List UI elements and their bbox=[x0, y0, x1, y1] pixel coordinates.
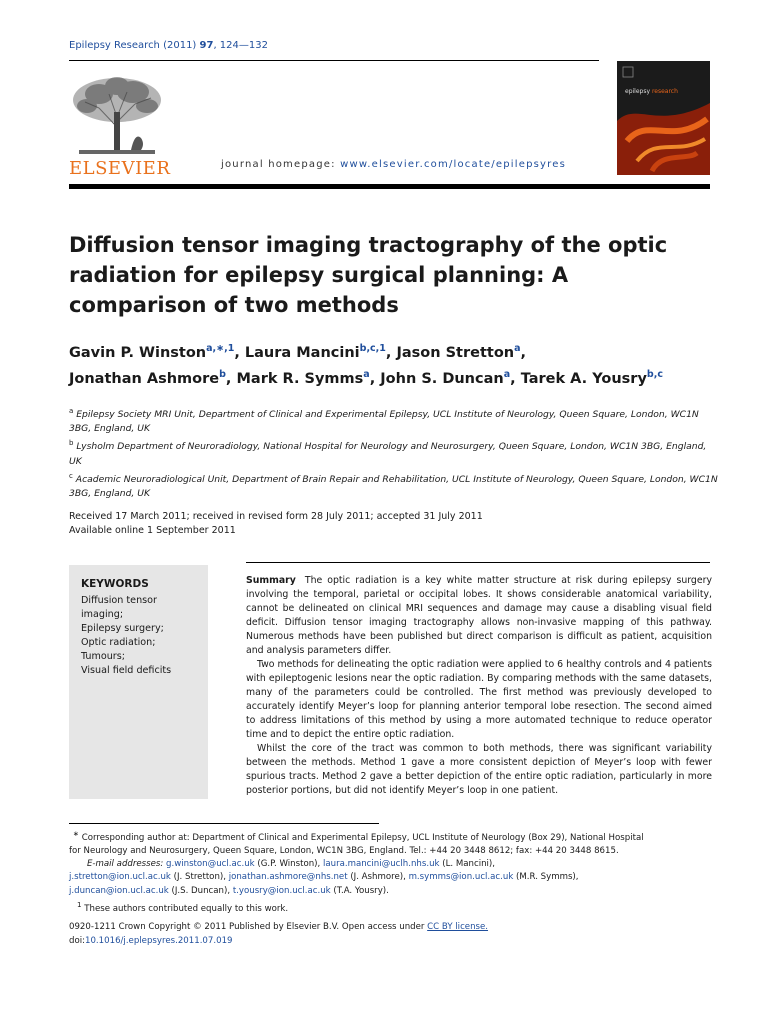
email-link[interactable]: m.symms@ion.ucl.ac.uk bbox=[408, 872, 514, 883]
keyword: Tumours; bbox=[81, 651, 125, 662]
keyword: Diffusion tensor imaging; bbox=[81, 595, 157, 620]
keywords-heading: KEYWORDS bbox=[81, 578, 149, 590]
email-link[interactable]: j.stretton@ion.ucl.ac.uk bbox=[69, 872, 171, 883]
affiliation: $^a$ Epilepsy Society MRI Unit, Department of Clinical and Experimental Epilepsy, UCL Institute of Neurology, Queen Square, London, WC1N 3BG, England, UK bbox=[69, 407, 699, 435]
abstract-paragraph: Summary The optic radiation is a key white matter structure at risk during epilepsy surgery involving the temporal, parietal or occipital lobes. It shows considerable anatomical variability, cannot be delineated on clinical MRI sequences and damage may cause a disabling visual field deficit. Diffusion tensor imaging tractography allows non-invasive mapping of this pathway. Numerous methods have been published but direct comparison is difficult as patient, acquisition and analysis parameters differ. bbox=[246, 575, 712, 656]
author-list: Gavin P. Winston$^{a,∗,1}$, Laura Mancini$^{b,c,1}$, Jason Stretton$^a$, Jonathan Ashmore$^b$, Mark R. Symms$^a$, John S. Duncan$^a$, Tarek A. Yousry$^{b,c}$ bbox=[69, 343, 663, 387]
cover-title: epilepsy research bbox=[625, 88, 678, 95]
email-link[interactable]: t.yousry@ion.ucl.ac.uk bbox=[232, 885, 331, 896]
footnotes bbox=[69, 827, 719, 916]
author[interactable]: John S. Duncan$^a$ bbox=[380, 368, 511, 387]
author[interactable]: Jonathan Ashmore$^b$ bbox=[69, 368, 226, 387]
email-link[interactable]: laura.mancini@uclh.nhs.uk bbox=[322, 859, 440, 870]
elsevier-tree-logo bbox=[69, 72, 165, 156]
journal-homepage: journal homepage: www.elsevier.com/locate/epilepsyres bbox=[221, 159, 567, 170]
copyright-line: 0920-1211 Crown Copyright © 2011 Published by Elsevier B.V. Open access under CC BY license. bbox=[69, 922, 489, 932]
available-online: Available online 1 September 2011 bbox=[69, 525, 236, 537]
author[interactable]: Gavin P. Winston$^{a,∗,1}$ bbox=[69, 343, 235, 361]
abstract-rule bbox=[246, 562, 710, 563]
journal-citation[interactable]: Epilepsy Research (2011) 97, 124—132 bbox=[69, 40, 268, 51]
affiliation: $^c$ Academic Neuroradiological Unit, Department of Brain Repair and Rehabilitation, UCL Institute of Neurology, Queen Square, London, WC1N 3BG, England, UK bbox=[69, 471, 718, 500]
email-line: E-mail addresses: g.winston@ucl.ac.uk (G.P. Winston), laura.mancini@uclh.nhs.uk (L. Mancini), bbox=[87, 859, 495, 870]
keyword: Visual field deficits bbox=[81, 665, 172, 676]
email-line: j.stretton@ion.ucl.ac.uk (J. Stretton), jonathan.ashmore@nhs.net (J. Ashmore), m.symms@ion.ucl.ac.uk (M.R. Symms), bbox=[69, 872, 579, 883]
abstract-paragraph: Whilst the core of the tract was common to both methods, there was significant variability between the methods. Method 1 gave a more consistent depiction of Meyer’s loop with fewer spurious tracts. Method 2 gave a better depiction of the entire optic radiation, particularly in more posterior portions, but did not identify Meyer’s loop in one patient. bbox=[246, 743, 712, 796]
article-title: Diffusion tensor imaging tractography of the optic radiation for epilepsy surgical planning: A comparison of two methods bbox=[69, 233, 668, 317]
received-dates: Received 17 March 2011; received in revised form 28 July 2011; accepted 31 July 2011 bbox=[69, 511, 483, 522]
author[interactable]: Mark R. Symms$^a$ bbox=[236, 368, 370, 387]
corresponding-author-note: ∗ Corresponding author at: Department of Clinical and Experimental Epilepsy, UCL Institute of Neurology (Box 29), National Hospital bbox=[73, 829, 644, 843]
keyword: Epilepsy surgery; bbox=[81, 623, 164, 634]
doi-link[interactable]: 10.1016/j.eplepsyres.2011.07.019 bbox=[85, 935, 233, 946]
email-link[interactable]: j.duncan@ion.ucl.ac.uk bbox=[69, 885, 169, 896]
header-rule bbox=[69, 60, 599, 61]
publisher-logo-text: ELSEVIER bbox=[69, 158, 171, 179]
abstract-paragraph: Two methods for delineating the optic radiation were applied to 6 healthy controls and 4 patients with epileptogenic lesions near the optic radiation. By comparing methods with the same datasets, many of the parameters could be controlled. The first method was previously developed to accurately identify Meyer’s loop for planning anterior temporal lobe resection. The second aimed to address limitations of this method by using a more automated technique to reduce operator time and to depict the entire optic radiation. bbox=[246, 659, 712, 740]
email-link[interactable]: g.winston@ucl.ac.uk bbox=[166, 859, 255, 870]
keyword: Optic radiation; bbox=[81, 637, 156, 648]
equal-contribution-note: $^1$ These authors contributed equally to this work. bbox=[77, 899, 289, 914]
header-thick-rule bbox=[69, 184, 710, 189]
doi-line: doi:10.1016/j.eplepsyres.2011.07.019 bbox=[69, 935, 233, 946]
affiliation: $^b$ Lysholm Department of Neuroradiology, National Hospital for Neurology and Neurosurgery, Queen Square, London, WC1N 3BG, England, UK bbox=[69, 439, 707, 467]
journal-cover-image[interactable] bbox=[617, 61, 710, 175]
email-line: j.duncan@ion.ucl.ac.uk (J.S. Duncan), t.yousry@ion.ucl.ac.uk (T.A. Yousry). bbox=[69, 885, 389, 896]
keywords-list bbox=[81, 594, 201, 678]
license-link[interactable]: CC BY license. bbox=[427, 922, 489, 932]
affiliations bbox=[69, 404, 719, 501]
article-history bbox=[69, 510, 719, 538]
abstract bbox=[246, 574, 712, 798]
copyright-block bbox=[69, 921, 719, 948]
footnote-rule bbox=[69, 823, 379, 824]
author[interactable]: Laura Mancini$^{b,c,1}$ bbox=[244, 343, 386, 361]
author[interactable]: Jason Stretton$^a$ bbox=[396, 343, 521, 361]
homepage-link[interactable]: www.elsevier.com/locate/epilepsyres bbox=[340, 159, 567, 170]
author[interactable]: Tarek A. Yousry$^{b,c}$ bbox=[520, 368, 663, 387]
corresponding-author-note-cont: for Neurology and Neurosurgery, Queen Square, London, WC1N 3BG, England. Tel.: +44 20 3448 8612; fax: +44 20 3448 8615. bbox=[69, 846, 619, 857]
email-link[interactable]: jonathan.ashmore@nhs.net bbox=[228, 872, 348, 883]
abstract-label: Summary bbox=[246, 575, 296, 586]
